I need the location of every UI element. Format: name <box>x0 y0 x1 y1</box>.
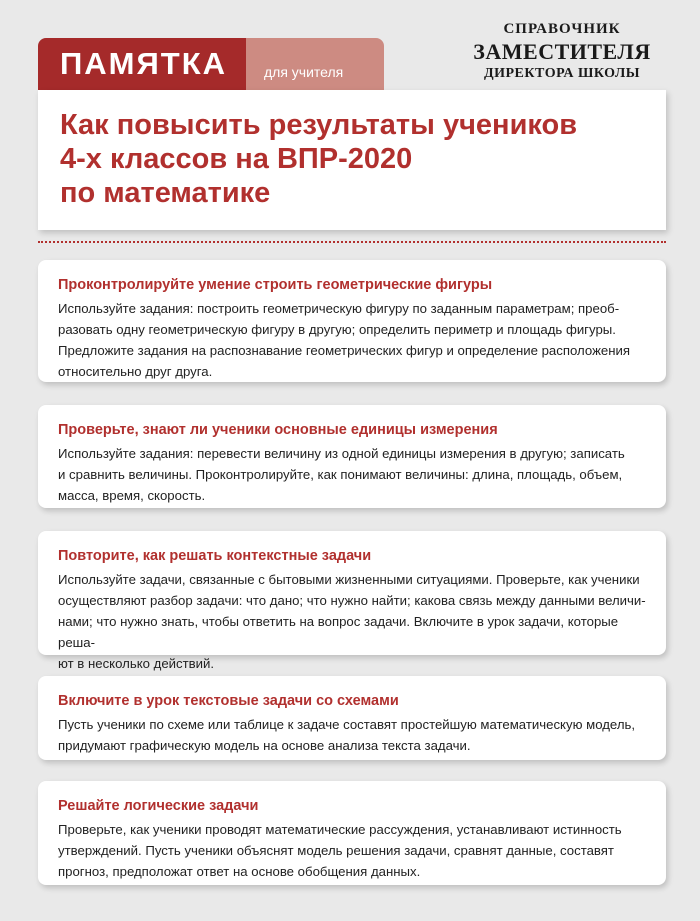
publication-logo <box>462 22 662 81</box>
tip-line: Пусть ученики по схеме или таблице к задаче составят простейшую математическую модель, <box>58 717 636 732</box>
tip-heading: Проверьте, знают ли ученики основные единицы измерения <box>58 422 498 438</box>
tip-line: Предложите задания на распознавание геометрических фигур и определение расположения <box>58 343 631 358</box>
memo-tag <box>38 38 246 90</box>
tip-heading: Решайте логические задачи <box>58 798 259 814</box>
tip-text <box>58 443 646 506</box>
logo-line-2: ЗАМЕСТИТЕЛЯ <box>473 39 651 64</box>
title-line-1: Как повысить результаты учеников <box>60 109 578 141</box>
tip-line: разовать одну геометрическую фигуру в другую; определить периметр и площадь фигуры. <box>58 322 616 337</box>
tip-text <box>58 298 646 382</box>
logo-line-3: ДИРЕКТОРА ШКОЛЫ <box>483 66 641 81</box>
tip-line: утверждений. Пусть ученики объяснят модель решения задачи, сравнят данные, составят <box>58 843 614 858</box>
tip-card-units <box>38 405 666 508</box>
tip-heading: Повторите, как решать контекстные задачи <box>58 548 372 564</box>
tip-line: ют в несколько действий. <box>58 656 215 671</box>
tip-card-context-tasks <box>38 531 666 671</box>
tip-line: масса, время, скорость. <box>58 488 206 503</box>
tip-line: Проверьте, как ученики проводят математические рассуждения, устанавливают истинность <box>58 822 622 837</box>
title-line-2: 4-х классов на ВПР-2020 <box>60 143 413 175</box>
dotted-divider <box>38 241 666 243</box>
tip-card-diagram-tasks <box>38 676 666 760</box>
tip-heading: Проконтролируйте умение строить геометрические фигуры <box>58 277 493 293</box>
tip-text <box>58 714 646 756</box>
audience-tag <box>246 38 384 90</box>
tip-line: Используйте задания: построить геометрическую фигуру по заданным параметрам; преоб- <box>58 301 620 316</box>
tip-line: придумают графическую модель на основе анализа текста задачи. <box>58 738 471 753</box>
tip-heading: Включите в урок текстовые задачи со схемами <box>58 693 399 709</box>
memo-tag-label: ПАМЯТКА <box>60 46 228 81</box>
tip-line: и сравнить величины. Проконтролируйте, как понимают величины: длина, площадь, объем, <box>58 467 623 482</box>
page-title <box>60 108 644 210</box>
audience-tag-label: для учителя <box>264 64 344 80</box>
tip-line: осуществляют разбор задачи: что дано; что нужно найти; какова связь между данными величи- <box>58 593 646 608</box>
tip-line: относительно друг друга. <box>58 364 213 379</box>
tip-line: нами; что нужно знать, чтобы ответить на вопрос задачи. Включите в урок задачи, которые реша- <box>58 614 619 650</box>
tip-text <box>58 819 646 882</box>
tip-line: Используйте задания: перевести величину из одной единицы измерения в другую; записать <box>58 446 625 461</box>
tip-line: прогноз, предположат ответ на основе обобщения данных. <box>58 864 421 879</box>
title-line-3: по математике <box>60 177 271 209</box>
tip-line: Используйте задачи, связанные с бытовыми жизненными ситуациями. Проверьте, как ученики <box>58 572 640 587</box>
tip-text <box>58 569 646 674</box>
logo-line-1: СПРАВОЧНИК <box>503 21 621 37</box>
tip-card-geometry <box>38 260 666 382</box>
tip-card-logic-tasks <box>38 781 666 885</box>
title-card <box>38 90 666 230</box>
